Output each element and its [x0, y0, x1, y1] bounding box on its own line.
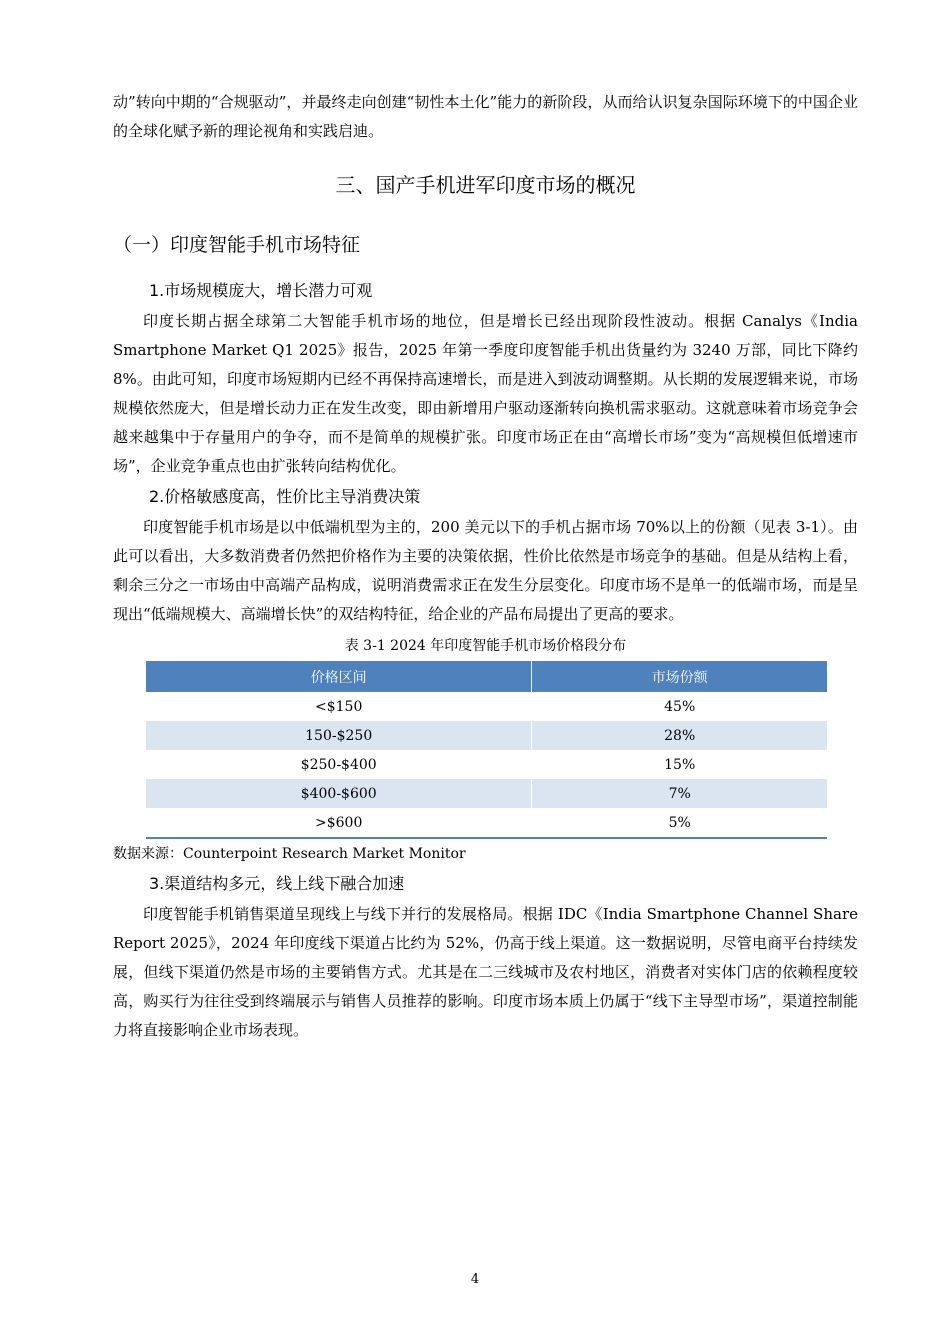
- point1-paragraph: 印度长期占据全球第二大智能手机市场的地位，但是增长已经出现阶段性波动。根据 Canalys《India Smartphone Market Q1 2025》报告，2025 年第一季度印度智能手机出货量约为 3240 万部，同比下降约 8%。由此可知，印度市场短期内已经不再保持高速增长，而是进入到波动调整期。从长期的发展逻辑来说，市场规模依然庞大，但是增长动力正在发生改变，即由新增用户驱动逐渐转向换机需求驱动。这就意味着市场竞争会越来越集中于存量用户的争夺，而不是简单的规模扩张。印度市场正在由“高增长市场”变为“高规模但低增速市场”，企业竞争重点也由扩张转向结构优化。: [113, 312, 858, 475]
- intro-paragraph: 动”转向中期的“合规驱动”，并最终走向创建“韧性本土化”能力的新阶段，从而给认识复杂国际环境下的中国企业的全球化赋予新的理论视角和实践启迪。: [113, 93, 858, 140]
- table-cell-price: 150-$250: [146, 721, 532, 750]
- point2-paragraph: 印度智能手机市场是以中低端机型为主的，200 美元以下的手机占据市场 70%以上的份额（见表 3-1）。由此可以看出，大多数消费者仍然把价格作为主要的决策依据，性价比依然是市场竞争的基础。但是从结构上看，剩余三分之一市场由中高端产品构成，说明消费需求正在发生分层变化。印度市场不是单一的低端市场，而是呈现出“低端规模大、高端增长快”的双结构特征，给企业的产品布局提出了更高的要求。: [113, 518, 858, 623]
- table-cell-price: $400-$600: [146, 779, 532, 808]
- subsection-title: （一）印度智能手机市场特征: [113, 234, 361, 256]
- table-header-price-range: 价格区间: [146, 661, 532, 692]
- table-cell-price: $250-$400: [300, 756, 377, 773]
- table-cell-price: <$150: [315, 698, 363, 715]
- table-header-row: [146, 661, 827, 692]
- table-row: [146, 721, 827, 750]
- price-distribution-table: [146, 661, 827, 839]
- table-cell-share: 45%: [532, 692, 827, 721]
- table-row: [146, 808, 827, 838]
- table-header-market-share: 市场份额: [532, 661, 827, 692]
- section-title: 三、国产手机进军印度市场的概况: [335, 173, 636, 197]
- point1-heading: 1.市场规模庞大，增长潜力可观: [149, 281, 373, 300]
- table-cell-share: 5%: [532, 808, 827, 838]
- point3-heading: 3.渠道结构多元，线上线下融合加速: [149, 874, 405, 893]
- table-cell-share: 28%: [532, 721, 827, 750]
- table-source: 数据来源：Counterpoint Research Market Monitor: [113, 846, 466, 862]
- table-cell-share: 7%: [532, 779, 827, 808]
- table-row: [146, 750, 827, 779]
- table-caption: 表 3-1 2024 年印度智能手机市场价格段分布: [344, 638, 627, 654]
- table-row: [146, 692, 827, 721]
- point2-heading: 2.价格敏感度高，性价比主导消费决策: [149, 487, 421, 506]
- table-row: [146, 779, 827, 808]
- point3-paragraph: 印度智能手机销售渠道呈现线上与线下并行的发展格局。根据 IDC《India Smartphone Channel Share Report 2025》，2024 年印度线下渠道占比约为 52%，仍高于线上渠道。这一数据说明，尽管电商平台持续发展，但线下渠道仍然是市场的主要销售方式。尤其是在二三线城市及农村地区，消费者对实体门店的依赖程度较高，购买行为往往受到终端展示与销售人员推荐的影响。印度市场本质上仍属于“线下主导型市场”，渠道控制能力将直接影响企业市场表现。: [113, 905, 858, 1039]
- page-number: 4: [470, 1272, 480, 1287]
- table-cell-share: 15%: [532, 750, 827, 779]
- table-cell-price: >$600: [315, 814, 363, 831]
